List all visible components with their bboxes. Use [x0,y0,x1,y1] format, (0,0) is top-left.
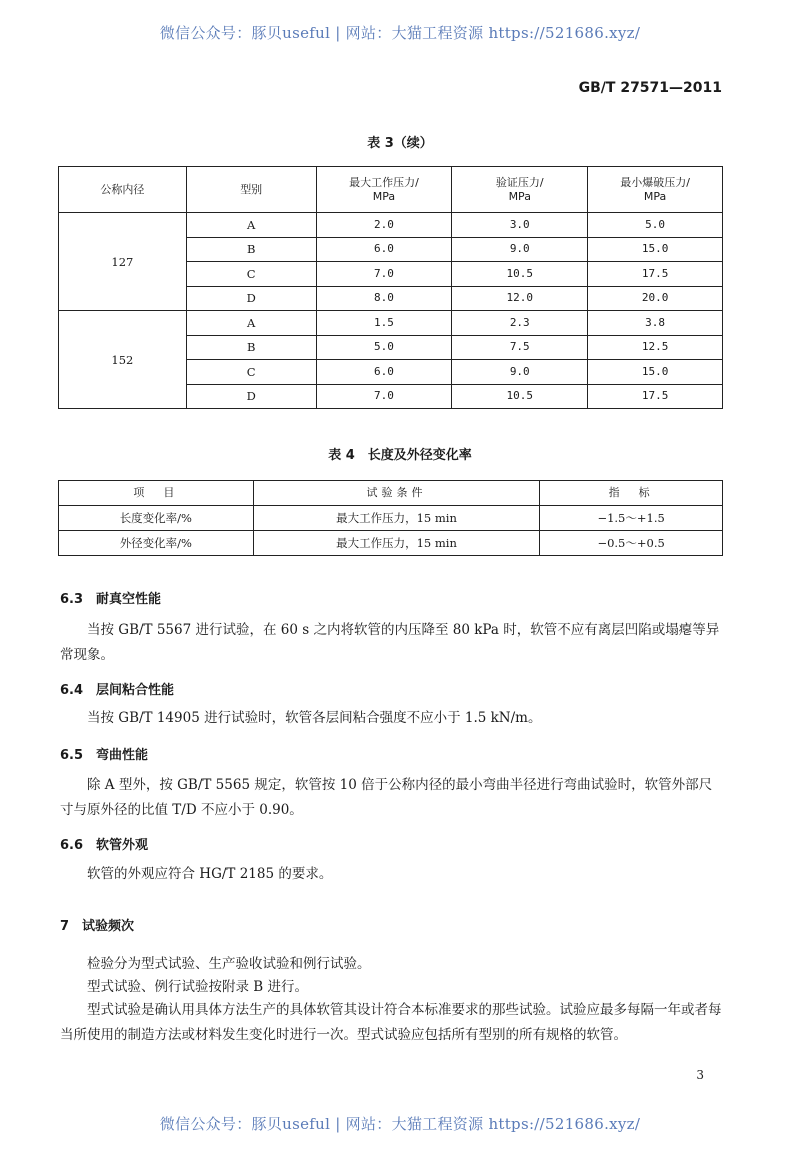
table4-caption: 表 4 长度及外径变化率 [328,448,472,463]
value-cell: 2.0 [316,213,452,238]
item-cell: 外径变化率/% [59,531,254,556]
table4-header-row [59,481,723,506]
condition-cell: 最大工作压力，15 min [253,531,540,556]
value-cell: 20.0 [588,286,723,311]
value-cell: 3.8 [588,311,723,336]
table4-header-item: 项 目 [59,481,254,506]
section-7-heading: 7 试验频次 [60,919,135,934]
type-cell: D [186,384,316,409]
header-text: 验证压力/ MPa [495,175,544,203]
diameter-cell: 152 [59,311,187,409]
section-7-paragraph-1: 检验分为型式试验、生产验收试验和例行试验。 [87,956,371,972]
standard-code: GB/T 27571—2011 [578,80,722,96]
type-cell: C [186,262,316,287]
table3-header-type: 型别 [186,167,316,213]
value-cell: 15.0 [588,237,723,262]
value-cell: 7.5 [452,335,588,360]
table3-header-max-working-pressure [316,167,452,213]
type-cell: B [186,335,316,360]
table3-header-proof-pressure [452,167,588,213]
type-cell: C [186,360,316,385]
value-cell: 7.0 [316,384,452,409]
table-row [59,311,723,336]
section-7-paragraph-2: 型式试验、例行试验按附录 B 进行。 [87,979,309,995]
table3-caption: 表 3（续） [367,136,433,151]
value-cell: 5.0 [588,213,723,238]
section-6-6-paragraph: 软管的外观应符合 HG/T 2185 的要求。 [87,866,333,882]
value-cell: 12.0 [452,286,588,311]
type-cell: A [186,213,316,238]
section-6-3-heading: 6.3 耐真空性能 [60,592,162,607]
type-cell: B [186,237,316,262]
indicator-cell: −0.5～+0.5 [540,531,723,556]
value-cell: 9.0 [452,360,588,385]
section-6-4-heading: 6.4 层间粘合性能 [60,683,175,698]
diameter-cell: 127 [59,213,187,311]
header-text: 最大工作压力/ MPa [349,175,419,203]
value-cell: 17.5 [588,262,723,287]
value-cell: 2.3 [452,311,588,336]
value-cell: 1.5 [316,311,452,336]
table-row [59,531,723,556]
value-cell: 17.5 [588,384,723,409]
value-cell: 7.0 [316,262,452,287]
table4-change-rate [58,480,723,556]
section-6-5-heading: 6.5 弯曲性能 [60,748,149,763]
table-row [59,506,723,531]
section-6-3-paragraph: 当按 GB/T 5567 进行试验，在 60 s 之内将软管的内压降至 80 kPa 时，软管不应有离层凹陷或塌瘪等异常现象。 [60,622,720,663]
indicator-cell: −1.5～+1.5 [540,506,723,531]
watermark-bottom: 微信公众号：豚贝useful | 网站：大猫工程资源 https://521686.xyz/ [159,1115,641,1133]
value-cell: 9.0 [452,237,588,262]
condition-cell: 最大工作压力，15 min [253,506,540,531]
type-cell: A [186,311,316,336]
value-cell: 12.5 [588,335,723,360]
value-cell: 5.0 [316,335,452,360]
value-cell: 3.0 [452,213,588,238]
table3-pressure [58,166,723,409]
value-cell: 6.0 [316,360,452,385]
section-6-5-paragraph: 除 A 型外，按 GB/T 5565 规定，软管按 10 倍于公称内径的最小弯曲半径进行弯曲试验时，软管外部尺寸与原外径的比值 T/D 不应小于 0.90。 [60,777,713,818]
value-cell: 10.5 [452,384,588,409]
table4-header-indicator: 指 标 [540,481,723,506]
section-6-4-paragraph: 当按 GB/T 14905 进行试验时，软管各层间粘合强度不应小于 1.5 kN/m。 [87,710,542,726]
table3-header-diameter: 公称内径 [59,167,187,213]
section-6-6-heading: 6.6 软管外观 [60,838,149,853]
section-7-paragraph-3: 型式试验是确认用具体方法生产的具体软管其设计符合本标准要求的那些试验。试验应最多每隔一年或者每当所使用的制造方法或材料发生变化时进行一次。型式试验应包括所有型别的所有规格的软管。 [60,1002,722,1043]
header-text: 最小爆破压力/ MPa [620,175,690,203]
table4-header-condition: 试验条件 [253,481,540,506]
item-cell: 长度变化率/% [59,506,254,531]
value-cell: 15.0 [588,360,723,385]
value-cell: 6.0 [316,237,452,262]
value-cell: 10.5 [452,262,588,287]
watermark-top: 微信公众号：豚贝useful | 网站：大猫工程资源 https://521686.xyz/ [159,24,641,42]
value-cell: 8.0 [316,286,452,311]
table3-header-min-burst-pressure [588,167,723,213]
table-row [59,213,723,238]
page-number: 3 [696,1068,704,1082]
type-cell: D [186,286,316,311]
table3-header-row [59,167,723,213]
